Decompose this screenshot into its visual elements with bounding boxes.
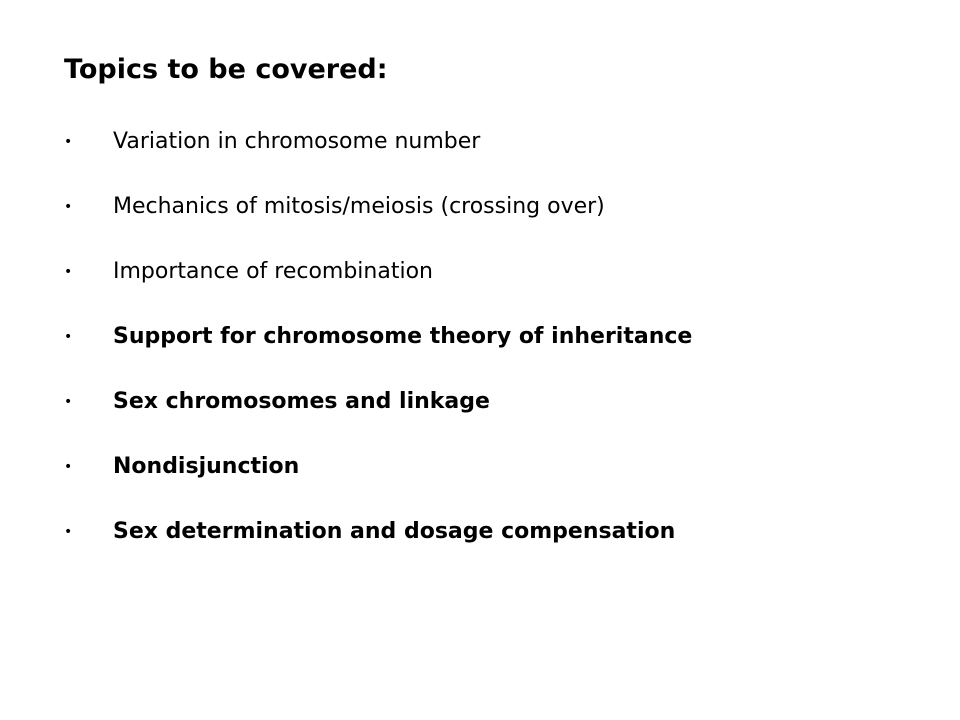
- bullet-icon: •: [64, 459, 73, 475]
- bullet-icon: •: [64, 134, 73, 150]
- bullet-icon: •: [64, 329, 73, 345]
- topic-text: Sex chromosomes and linkage: [113, 389, 490, 414]
- topic-text: Importance of recombination: [113, 259, 433, 284]
- bullet-icon: •: [64, 394, 73, 410]
- bullet-icon: •: [64, 199, 73, 215]
- bullet-icon: •: [64, 264, 73, 280]
- topic-text: Support for chromosome theory of inheritance: [113, 324, 693, 349]
- bullet-icon: •: [64, 524, 73, 540]
- slide-title: Topics to be covered:: [64, 54, 388, 85]
- topic-text: Mechanics of mitosis/meiosis (crossing over): [113, 194, 605, 219]
- topic-text: Nondisjunction: [113, 454, 300, 479]
- topic-text: Variation in chromosome number: [113, 129, 481, 154]
- topic-text: Sex determination and dosage compensation: [113, 519, 676, 544]
